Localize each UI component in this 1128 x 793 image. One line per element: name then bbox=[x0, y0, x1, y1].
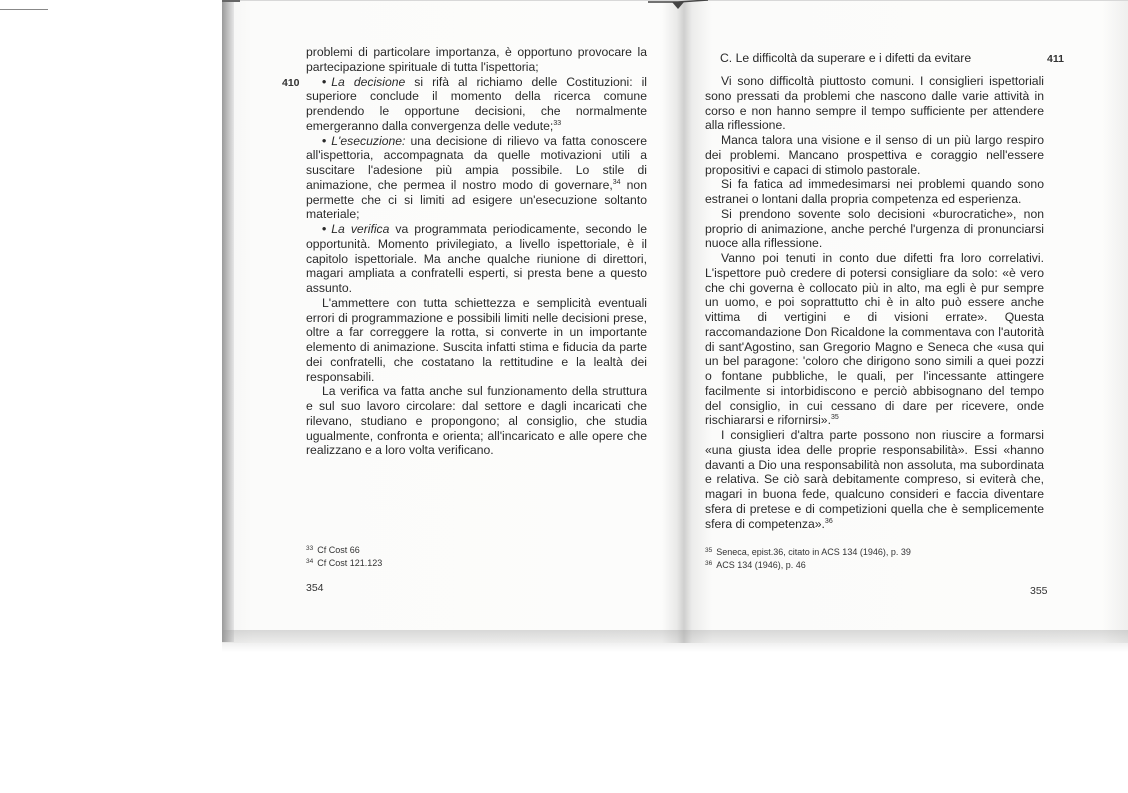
footnote: $^{34}$ Cf Cost 121.123 bbox=[306, 558, 383, 568]
bullet-paragraph bbox=[306, 222, 647, 296]
left-page-body bbox=[306, 45, 647, 458]
footnote-ref: 33 bbox=[553, 119, 562, 127]
bullet-dot-icon: • bbox=[322, 74, 327, 89]
footnotes-right bbox=[705, 545, 911, 571]
page-number-left: 354 bbox=[306, 582, 324, 594]
right-page-body bbox=[705, 74, 1044, 531]
paragraph: Vanno poi tenuti in conto due difetti fra loro correlativi. L'ispettore può credere di potersi consigliare da solo: «è vero che chi governa è collocato più in alto, ma egli è pur sempre un uomo, e poi soprattutto chi è in alto può essere anche vittima di vertigini e di visioni errate». Questa raccomandazione Don Ricaldone la commentava con l'autorità di sant'Agostino, san Gregorio Magno e Seneca che «usa qui un bel paragone: 'coloro che dirigono sono simili a quei pozzi o fontane pubbliche, le quali, per l'incessante attingere facilmente si intorbidiscono e perciò abbisognano del tempo del consiglio, in cui cessano di dare per ricevere, onde rischiararsi e rifornirsi».$^{35}$ bbox=[705, 251, 1044, 428]
paragraph: La verifica va fatta anche sul funzionamento della struttura e sul suo lavoro circolare: dal settore e dagli incaricati che rilevano, studiano e propongono; al consiglio, che studia ugualmente, confronta e orienta; all'incaricato e alle opere che realizzano e a loro volta verificano. bbox=[306, 384, 647, 458]
page-bottom-shadow bbox=[222, 630, 1128, 652]
margin-number-left: 410 bbox=[282, 77, 300, 89]
page-edge-shadow bbox=[222, 0, 234, 642]
footnote: $^{33}$ Cf Cost 66 bbox=[306, 545, 360, 555]
paragraph: Si prendono sovente solo decisioni «burocratiche», non proprio di animazione, anche perché l'urgenza di pronunciarsi nuoce alla riflessione. bbox=[705, 206, 1044, 251]
footnote-ref: 36 bbox=[824, 517, 833, 525]
bullet-dot-icon: • bbox=[322, 222, 327, 236]
paragraph: Si fa fatica ad immedesimarsi nei problemi quando sono estranei o lontani dalla propria competenza ed esperienza. bbox=[705, 177, 1044, 206]
margin-number-right: 411 bbox=[1047, 53, 1064, 65]
bullet-text: una decisione di rilievo va fatta conoscere all'ispettoria, accompagnata da quelle motivazioni utili a suscitare l'adesione più ampia possibile. Lo stile di animazione, che permea il nostro modo di governare, bbox=[306, 133, 647, 192]
bullet-text: si rifà al richiamo delle Costituzioni: il superiore conclude il momento della ricerca comune prendendo le opportune decisioni, che normalmente emergeranno dalla convergenza delle vedute; bbox=[306, 74, 647, 133]
scan-corner-mark bbox=[222, 0, 240, 10]
bullet-paragraph bbox=[306, 134, 647, 223]
bullet-text-cont: non permette che ci si limiti ad esigere un'esecuzione soltanto materiale; bbox=[306, 177, 647, 222]
paragraph: L'ammettere con tutta schiettezza e semplicità eventuali errori di programmazione e possibili limiti nelle decisioni prese, oltre a far correggere la rotta, si converte in un importante elemento di animazione. Suscita infatti stima e fiducia da parte dei confratelli, che costatano la rettitudine e la lealtà dei responsabili. bbox=[306, 295, 647, 384]
spine-fold-mark bbox=[648, 0, 708, 10]
paragraph: problemi di particolare importanza, è opportuno provocare la partecipazione spirituale di tutta l'ispettoria; bbox=[306, 45, 647, 74]
footnotes-left bbox=[306, 543, 382, 569]
bullet-paragraph bbox=[306, 75, 647, 134]
paragraph: I consiglieri d'altra parte possono non riuscire a formarsi «una giusta idea delle proprie responsabilità». Essi «hanno davanti a Dio una responsabilità non assoluta, ma subordinata e relativa. Se ciò sarà debitamente compreso, si eviterà che, magari in buona fede, qualcuno consideri e faccia diventare sfera di pretese e di competizioni quella che è semplicemente sfera di competenza».$^{36}$ bbox=[705, 428, 1044, 531]
bullet-lead: La verifica bbox=[331, 222, 390, 236]
footnote: $^{36}$ ACS 134 (1946), p. 46 bbox=[705, 560, 806, 570]
footnote: $^{35}$ Seneca, epist.36, citato in ACS 134 (1946), p. 39 bbox=[705, 547, 911, 557]
bullet-dot-icon: • bbox=[322, 133, 327, 148]
paragraph: Manca talora una visione e il senso di un più largo respiro dei problemi. Mancano prospettiva e coraggio nell'essere propositivi e capaci di stimolo pastorale. bbox=[705, 133, 1044, 177]
bullet-text: va programmata periodicamente, secondo le opportunità. Momento privilegiato, a livello ispettoriale, è il capitolo ispettoriale. Ma anche qualche riunione di direttori, magari ampliata a confratelli esperti, si presta bene a questo assunto. bbox=[306, 222, 648, 295]
page-number-right: 355 bbox=[1030, 585, 1048, 597]
bullet-lead: L'esecuzione: bbox=[331, 133, 406, 148]
bullet-lead: La decisione bbox=[331, 74, 406, 89]
footnote-ref: 35 bbox=[830, 414, 839, 422]
scan-edge-line bbox=[0, 9, 48, 10]
footnote-ref: 34 bbox=[612, 178, 621, 186]
paragraph: Vi sono difficoltà piuttosto comuni. I consiglieri ispettoriali sono pressati da problemi che nascono dalle varie attività in corso e non hanno sempre il tempo sufficiente per attendere alla riflessione. bbox=[705, 74, 1044, 133]
section-heading: C. Le difficoltà da superare e i difetti da evitare bbox=[720, 51, 972, 65]
